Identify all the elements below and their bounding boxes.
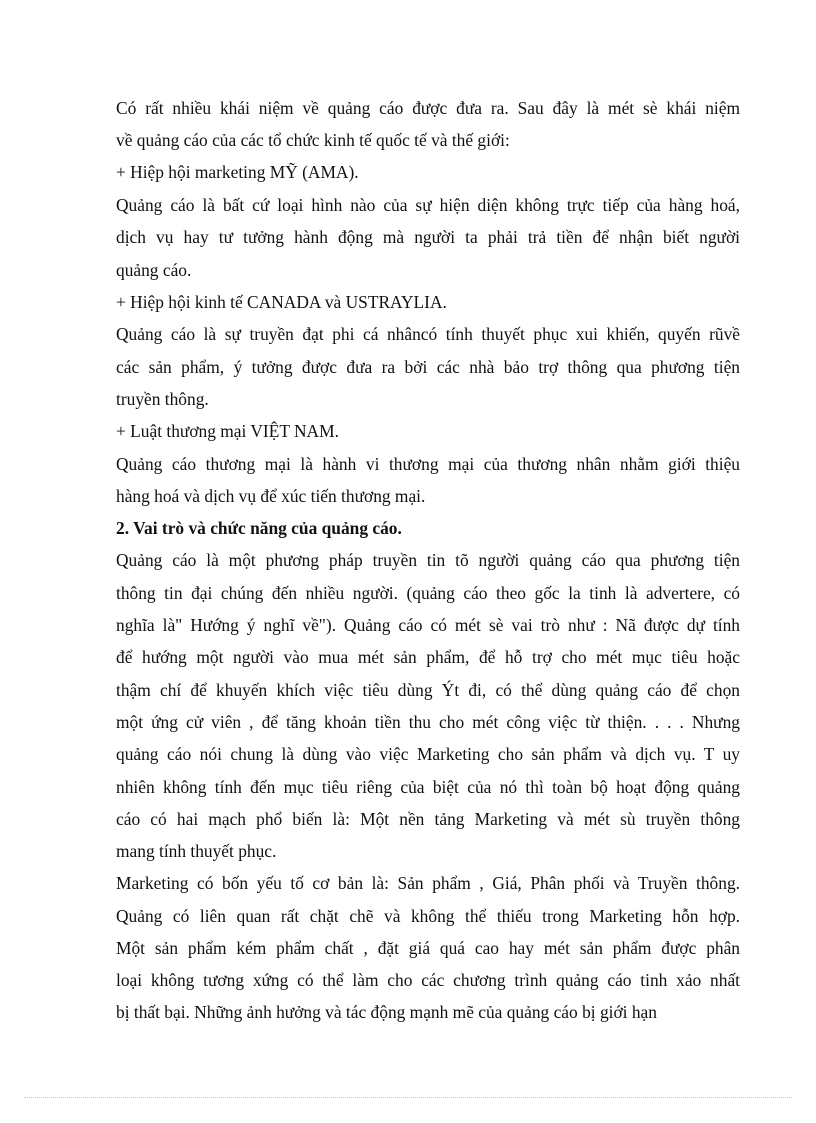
- body-text-line: Có rất nhiều khái niệm về quảng cáo được đưa ra. Sau đây là mét sè khái niệm: [116, 98, 740, 118]
- section-heading: 2. Vai trò và chức năng của quảng cáo.: [116, 518, 402, 538]
- body-text-line: nhiên không tính đến mục tiêu riêng của biệt của nó thì toàn bộ hoạt động quảng: [116, 777, 740, 797]
- list-item-line: + Hiệp hội marketing MỸ (AMA).: [116, 162, 359, 182]
- body-text-line: Quảng cáo là sự truyền đạt phi cá nhâncó tính thuyết phục xui khiến, quyến rũvề: [116, 324, 740, 344]
- body-text-line: Quảng cáo là một phương pháp truyền tin tõ người quảng cáo qua phương tiện: [116, 550, 740, 570]
- body-text-line: cáo có hai mạch phổ biến là: Một nền tảng Marketing và mét sù truyền thông: [116, 809, 740, 829]
- body-text-line: Một sản phẩm kém phẩm chất , đặt giá quá cao hay mét sản phẩm được phân: [116, 938, 740, 958]
- body-text-line: truyền thông.: [116, 389, 209, 409]
- body-text-line: quảng cáo.: [116, 260, 192, 280]
- body-text-line: quảng cáo nói chung là dùng vào việc Marketing cho sản phẩm và dịch vụ. T uy: [116, 744, 740, 764]
- body-text-line: loại không tương xứng có thể làm cho các chương trình quảng cáo tinh xảo nhất: [116, 970, 740, 990]
- body-text-line: các sản phẩm, ý tưởng được đưa ra bởi các nhà bảo trợ thông qua phương tiện: [116, 357, 740, 377]
- body-text-line: về quảng cáo của các tổ chức kinh tế quốc tế và thế giới:: [116, 130, 510, 150]
- page-footer-divider: [24, 1097, 792, 1098]
- body-text-line: một ứng cử viên , để tăng khoản tiền thu cho mét công việc từ thiện. . . . Nhưng: [116, 712, 740, 732]
- body-text-line: hàng hoá và dịch vụ để xúc tiến thương mại.: [116, 486, 426, 506]
- body-text-line: Quảng cáo thương mại là hành vi thương mại của thương nhân nhằm giới thiệu: [116, 454, 740, 474]
- body-text-line: bị thất bại. Những ảnh hưởng và tác động mạnh mẽ của quảng cáo bị giới hạn: [116, 1002, 657, 1022]
- list-item-line: + Hiệp hội kinh tế CANADA và USTRAYLIA.: [116, 292, 447, 312]
- list-item-line: + Luật thương mại VIỆT NAM.: [116, 421, 339, 441]
- body-text-line: để hướng một người vào mua mét sản phẩm, để hỗ trợ cho mét mục tiêu hoặc: [116, 647, 740, 667]
- body-text-line: thông tin đại chúng đến nhiều người. (quảng cáo theo gốc la tinh là advertere, có: [116, 583, 740, 603]
- body-text-line: Marketing có bốn yếu tố cơ bản là: Sản phẩm , Giá, Phân phối và Truyền thông.: [116, 873, 740, 893]
- body-text-line: Quảng có liên quan rất chặt chẽ và không thể thiếu trong Marketing hỗn hợp.: [116, 906, 740, 926]
- body-text-line: nghĩa là" Hướng ý nghĩ về"). Quảng cáo có mét sè vai trò như : Nã được dự tính: [116, 615, 740, 635]
- body-text-line: Quảng cáo là bất cứ loại hình nào của sự hiện diện không trực tiếp của hàng hoá,: [116, 195, 740, 215]
- body-text-line: mang tính thuyết phục.: [116, 841, 277, 861]
- body-text-line: thậm chí để khuyến khích việc tiêu dùng Ýt đi, có thể dùng quảng cáo để chọn: [116, 680, 740, 700]
- body-text-line: dịch vụ hay tư tưởng hành động mà người ta phải trả tiền để nhận biết người: [116, 227, 740, 247]
